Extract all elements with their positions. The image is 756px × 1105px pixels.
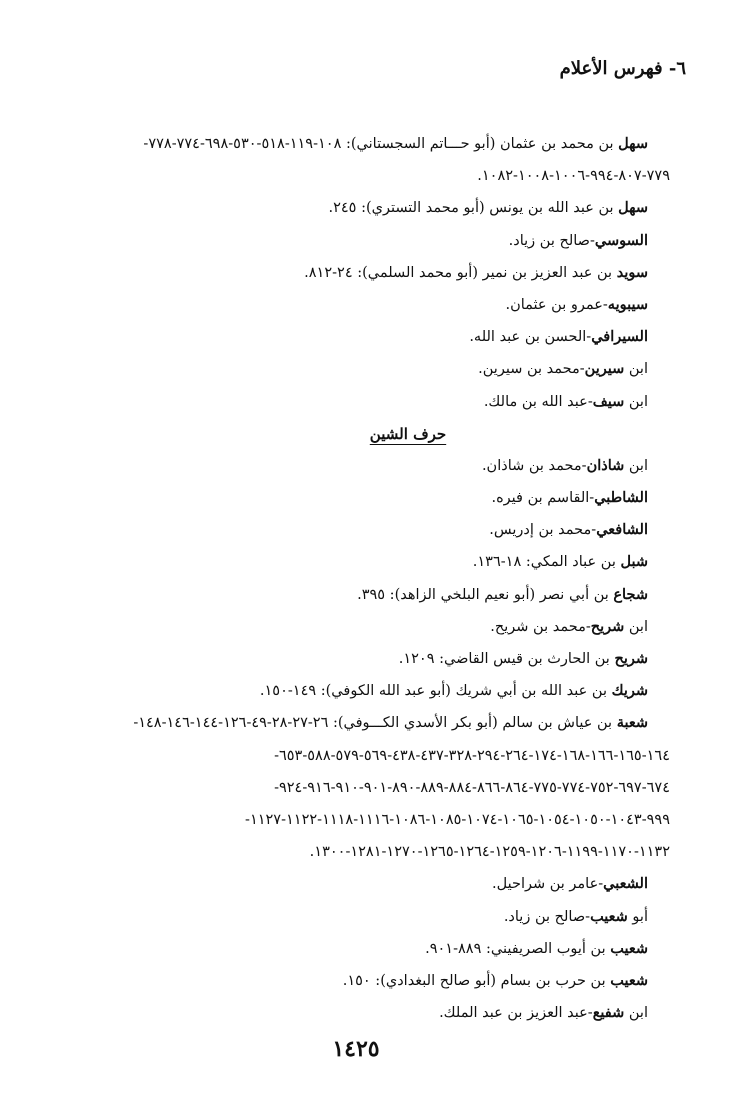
entry-text: -عامر بن شراحيل. bbox=[492, 876, 604, 893]
entry-prefix: أبو bbox=[627, 908, 648, 925]
entry-name: سهل bbox=[618, 199, 648, 217]
index-entry bbox=[48, 675, 648, 707]
entry-name: سهل bbox=[618, 135, 648, 152]
entry-text: ١٦٤-١٦٥-١٦٦-١٦٨-١٧٤-٢٦٤-٢٩٤-٣٢٨-٤٣٧-٤٣٨-٥٦٩-٥٧٩-٥٨٨-٦٥٣- bbox=[274, 747, 670, 764]
entry-prefix: ابن bbox=[624, 618, 648, 635]
index-entry bbox=[48, 868, 648, 900]
index-entry bbox=[48, 965, 648, 997]
page-number: ١٤٢٥ bbox=[332, 1036, 380, 1062]
index-entry bbox=[48, 707, 648, 739]
entry-text: بن حرب بن بسام (أبو صالح البغدادي): ١٥٠. bbox=[342, 973, 611, 990]
entry-name: شاذان bbox=[586, 456, 625, 474]
entry-text: -عبد العزيز بن عبد الملك. bbox=[439, 1005, 593, 1022]
index-entry bbox=[48, 579, 648, 611]
entry-text: ١١٣٢-١١٧٠-١١٩٩-١٢٠٦-١٢٥٩-١٢٦٤-١٢٦٥-١٢٧٠-١٢٨١-١٣٠٠. bbox=[309, 844, 670, 861]
entry-text: بن عياش بن سالم (أبو بكر الأسدي الكـــوفي): ٢٦-٢٧-٢٨-٤٩-١٢٦-١٤٤-١٤٦-١٤٨- bbox=[133, 715, 617, 732]
entry-prefix: ابن bbox=[624, 361, 648, 378]
index-entries bbox=[48, 128, 670, 1029]
entry-name: سيرين bbox=[584, 360, 625, 378]
entry-text: ٩٩٩-١٠٤٣-١٠٥٠-١٠٥٤-١٠٦٥-١٠٧٤-١٠٨٥-١٠٨٦-١١١٦-١١١٨-١١٢٢-١١٢٧- bbox=[245, 812, 670, 829]
entry-text: -محمد بن شريح. bbox=[490, 618, 591, 635]
entry-name: السيرافي bbox=[591, 328, 648, 346]
index-entry bbox=[48, 450, 648, 482]
entry-text: -محمد بن شاذان. bbox=[481, 457, 587, 474]
index-entry bbox=[48, 128, 648, 160]
entry-name: شعبة bbox=[616, 714, 648, 732]
entry-name: سيبويه bbox=[607, 296, 648, 314]
entry-prefix: ابن bbox=[624, 1005, 648, 1022]
entry-text: بن الحارث بن قيس القاضي: ١٢٠٩. bbox=[398, 651, 615, 668]
entry-text: ٦٧٤-٦٩٧-٧٥٢-٧٧٤-٧٧٥-٨٦٤-٨٦٦-٨٨٤-٨٨٩-٨٩٠-٩٠١-٩١٠-٩١٦-٩٢٤- bbox=[274, 779, 670, 796]
entry-name: شعيب bbox=[610, 972, 648, 990]
index-entry bbox=[48, 192, 648, 224]
index-entry bbox=[48, 353, 648, 385]
entry-name: الشافعي bbox=[596, 521, 648, 539]
page-header: ٦- فهرس الأعلام bbox=[559, 58, 686, 79]
entry-text: ٧٧٩-٨٠٧-٩٩٤-١٠٠٦-١٠٠٨-١٠٨٢. bbox=[477, 168, 670, 185]
entry-text: -محمد بن سيرين. bbox=[478, 361, 585, 378]
index-entry bbox=[48, 611, 648, 643]
index-entry bbox=[48, 643, 648, 675]
entry-name: شريح bbox=[614, 650, 648, 668]
index-entry bbox=[48, 546, 648, 578]
entry-text: بن محمد بن عثمان (أبو حـــاتم السجستاني): ١٠٨-١١٩-٥١٨-٥٣٠-٦٩٨-٧٧٤-٧٧٨- bbox=[143, 136, 619, 152]
index-entry bbox=[48, 289, 648, 321]
index-entry-continuation bbox=[48, 160, 670, 192]
entry-prefix: ابن bbox=[624, 393, 648, 410]
entry-text: بن عبد الله بن يونس (أبو محمد التستري): ٢٤٥. bbox=[328, 200, 619, 217]
entry-text: -عبد الله بن مالك. bbox=[483, 393, 593, 410]
entry-text: -القاسم بن فيره. bbox=[491, 490, 595, 507]
entry-text: -صالح بن زياد. bbox=[503, 908, 591, 925]
entry-prefix: ابن bbox=[624, 457, 648, 474]
index-entry-continuation bbox=[48, 772, 670, 804]
index-entry bbox=[48, 386, 648, 418]
index-entry bbox=[48, 933, 648, 965]
index-entry-continuation bbox=[48, 740, 670, 772]
entry-name: سيف bbox=[592, 392, 625, 410]
index-entry bbox=[48, 997, 648, 1029]
index-entry-continuation bbox=[48, 804, 670, 836]
entry-name: السوسي bbox=[594, 231, 648, 249]
section-heading: حرف الشين bbox=[369, 424, 447, 443]
entry-name: شجاع bbox=[613, 585, 648, 603]
entry-name: الشعبي bbox=[603, 875, 648, 893]
entry-text: بن أبي نصر (أبو نعيم البلخي الزاهد): ٣٩٥. bbox=[357, 586, 614, 603]
index-entry-continuation bbox=[48, 836, 670, 868]
entry-text: -عمرو بن عثمان. bbox=[505, 297, 608, 314]
entry-text: بن عباد المكي: ١٨-١٣٦. bbox=[472, 554, 621, 571]
entry-text: بن أيوب الصريفيني: ٨٨٩-٩٠١. bbox=[425, 940, 611, 957]
entry-name: الشاطبي bbox=[594, 489, 648, 507]
entry-name: شريك bbox=[611, 682, 648, 700]
index-entry bbox=[48, 225, 648, 257]
entry-text: -محمد بن إدريس. bbox=[489, 522, 597, 539]
entry-text: بن عبد العزيز بن نمير (أبو محمد السلمي): ٢٤-٨١٢. bbox=[304, 264, 617, 281]
index-entry bbox=[48, 321, 648, 353]
entry-name: شفيع bbox=[592, 1004, 625, 1022]
entry-text: -صالح بن زياد. bbox=[508, 232, 595, 249]
entry-name: شعيب bbox=[590, 907, 628, 925]
entry-name: شبل bbox=[620, 553, 648, 571]
entry-name: شريح bbox=[590, 617, 625, 635]
index-entry bbox=[48, 257, 648, 289]
entry-text: -الحسن بن عبد الله. bbox=[469, 329, 592, 346]
entry-text: بن عبد الله بن أبي شريك (أبو عبد الله الكوفي): ١٤٩-١٥٠. bbox=[259, 683, 612, 700]
entry-name: شعيب bbox=[610, 939, 648, 957]
index-entry bbox=[48, 901, 648, 933]
index-entry bbox=[48, 482, 648, 514]
entry-name: سويد bbox=[616, 263, 648, 281]
index-entry bbox=[48, 514, 648, 546]
